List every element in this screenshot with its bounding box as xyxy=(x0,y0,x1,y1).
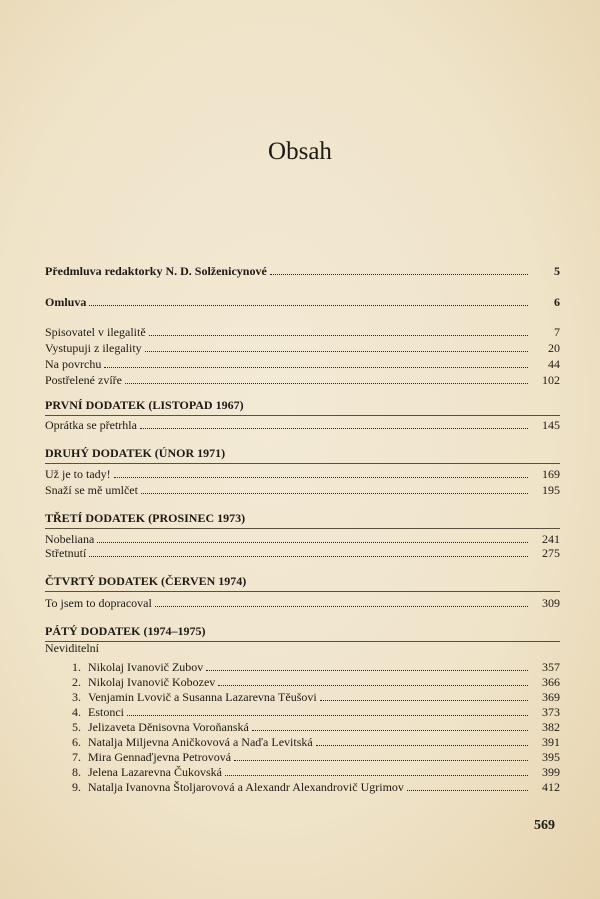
entry-page: 382 xyxy=(542,720,560,734)
entry-title: Omluva xyxy=(45,295,87,309)
toc-entry[interactable] xyxy=(45,263,560,279)
entry-number: 4. xyxy=(72,705,81,719)
entry-number: 6. xyxy=(72,735,81,749)
entry-page: 241 xyxy=(542,532,560,546)
toc-entry[interactable] xyxy=(62,749,560,765)
page-number: 569 xyxy=(534,818,555,833)
dot-leader xyxy=(141,493,528,494)
entry-title: Oprátka se přetrhla xyxy=(45,418,137,432)
section-heading: DRUHÝ DODATEK (ÚNOR 1971) xyxy=(45,446,226,460)
toc-entry[interactable] xyxy=(45,482,560,498)
section-divider xyxy=(45,641,560,642)
entry-page: 6 xyxy=(554,295,560,309)
entry-page: 369 xyxy=(542,690,560,704)
dot-leader xyxy=(145,351,528,352)
page-title: Obsah xyxy=(268,138,332,165)
toc-entry[interactable] xyxy=(45,466,560,482)
toc-entry[interactable] xyxy=(62,779,560,795)
dot-leader xyxy=(140,428,528,429)
entry-number: 7. xyxy=(72,750,81,764)
entry-title: Natalja Ivanovna Štoljarovová a Alexandr Alexandrovič Ugrimov xyxy=(88,780,404,794)
dot-leader xyxy=(125,383,528,384)
entry-page: 5 xyxy=(554,264,560,278)
entry-page: 366 xyxy=(542,675,560,689)
dot-leader xyxy=(127,715,528,716)
entry-page: 102 xyxy=(542,373,560,387)
dot-leader xyxy=(149,335,528,336)
toc-entry[interactable] xyxy=(45,294,560,310)
dot-leader xyxy=(252,730,528,731)
dot-leader xyxy=(89,305,528,306)
entry-title: Jelena Lazarevna Čukovská xyxy=(88,765,222,779)
dot-leader xyxy=(234,760,528,761)
entry-title: Už je to tady! xyxy=(45,467,111,481)
dot-leader xyxy=(270,274,528,275)
toc-entry[interactable] xyxy=(62,659,560,675)
entry-page: 412 xyxy=(542,780,560,794)
toc-entry[interactable] xyxy=(62,734,560,750)
entry-number: 2. xyxy=(72,675,81,689)
toc-entry[interactable] xyxy=(45,372,560,388)
entry-page: 309 xyxy=(542,596,560,610)
entry-title: Nobeliana xyxy=(45,532,95,546)
entry-title: Vystupuji z ilegality xyxy=(45,341,142,355)
entry-page: 7 xyxy=(554,325,560,339)
entry-title: Estonci xyxy=(88,705,124,719)
dot-leader xyxy=(316,745,528,746)
toc-entry[interactable] xyxy=(45,356,560,372)
entry-title: Na povrchu xyxy=(45,357,102,371)
dot-leader xyxy=(104,367,528,368)
dot-leader xyxy=(97,542,528,543)
entry-page: 195 xyxy=(542,483,560,497)
entry-title: Střetnutí xyxy=(45,546,87,560)
section-heading: PRVNÍ DODATEK (LISTOPAD 1967) xyxy=(45,398,244,412)
section-divider xyxy=(45,463,560,464)
toc-entry[interactable] xyxy=(45,340,560,356)
entry-page: 145 xyxy=(542,418,560,432)
toc-entry[interactable] xyxy=(62,719,560,735)
toc-entry[interactable] xyxy=(45,595,560,611)
entry-title: Nikolaj Ivanovič Kobozev xyxy=(88,675,216,689)
entry-number: 9. xyxy=(72,780,81,794)
entry-title: Předmluva redaktorky N. D. Solženicynové xyxy=(45,264,267,278)
entry-number: 3. xyxy=(72,690,81,704)
entry-page: 391 xyxy=(542,735,560,749)
section-divider xyxy=(45,415,560,416)
toc-entry[interactable] xyxy=(62,704,560,720)
toc-entry[interactable] xyxy=(62,764,560,780)
entry-title: Natalja Miljevna Aničkovová a Naďa Levitská xyxy=(88,735,313,749)
entry-number: 1. xyxy=(72,660,81,674)
toc-entry[interactable] xyxy=(45,417,560,433)
entry-page: 275 xyxy=(542,546,560,560)
dot-leader xyxy=(225,775,528,776)
entry-page: 44 xyxy=(548,357,560,371)
dot-leader xyxy=(206,670,528,671)
section-heading: ČTVRTÝ DODATEK (ČERVEN 1974) xyxy=(45,574,247,588)
entry-number: 8. xyxy=(72,765,81,779)
toc-entry[interactable] xyxy=(45,545,560,561)
section-divider xyxy=(45,591,560,592)
entry-number: 5. xyxy=(72,720,81,734)
entry-page: 395 xyxy=(542,750,560,764)
toc-entry[interactable] xyxy=(62,689,560,705)
entry-title: Spisovatel v ilegalitě xyxy=(45,325,146,339)
entry-page: 169 xyxy=(542,467,560,481)
dot-leader xyxy=(114,477,528,478)
dot-leader xyxy=(155,606,528,607)
entry-title: Mira Gennaďjevna Petrovová xyxy=(88,750,232,764)
section-heading: PÁTÝ DODATEK (1974–1975) xyxy=(45,624,206,638)
section-heading: TŘETÍ DODATEK (PROSINEC 1973) xyxy=(45,511,246,525)
entry-title: Nikolaj Ivanovič Zubov xyxy=(88,660,204,674)
dot-leader xyxy=(89,556,528,557)
entry-title: To jsem to dopracoval xyxy=(45,596,152,610)
entry-page: 357 xyxy=(542,660,560,674)
entry-title: Jelizaveta Děnisovna Voroňanská xyxy=(88,720,249,734)
dot-leader xyxy=(407,790,528,791)
entry-title: Postřelené zvíře xyxy=(45,373,122,387)
subsection-label: Neviditelní xyxy=(45,641,99,655)
dot-leader xyxy=(218,685,528,686)
dot-leader xyxy=(320,700,528,701)
entry-title: Venjamin Lvovič a Susanna Lazarevna Těušovi xyxy=(88,690,317,704)
entry-page: 20 xyxy=(548,341,560,355)
section-divider xyxy=(45,528,560,529)
toc-entry[interactable] xyxy=(45,324,560,340)
entry-page: 373 xyxy=(542,705,560,719)
entry-title: Snaží se mě umlčet xyxy=(45,483,138,497)
toc-entry[interactable] xyxy=(62,674,560,690)
entry-page: 399 xyxy=(542,765,560,779)
